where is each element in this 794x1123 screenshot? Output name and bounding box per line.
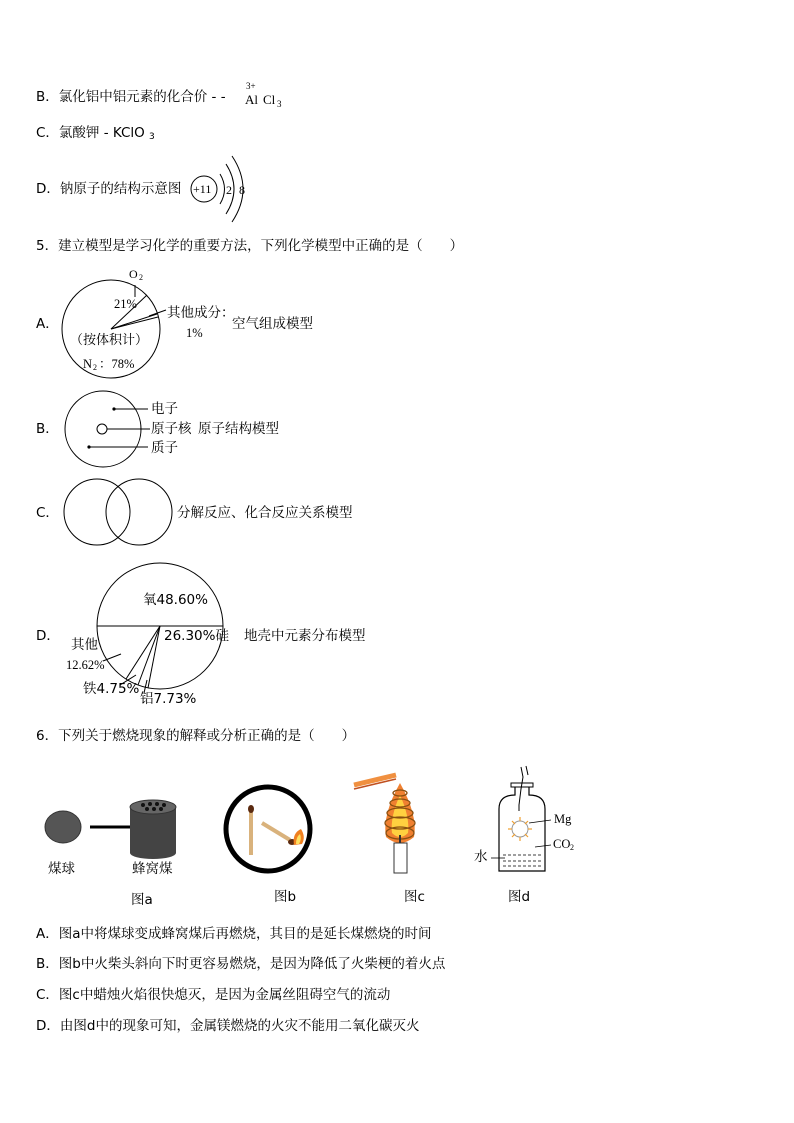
atom-structure-diagram (60, 390, 160, 470)
aluminum-symbol: Al (245, 92, 258, 107)
by-volume-note: （按体积计） (70, 333, 149, 348)
q4-option-d-text: D．钠原子的结构示意图 (36, 181, 182, 197)
aluminum-share-label: 铝7.73% (140, 691, 197, 707)
other-components-label: 其他成分： (167, 305, 235, 321)
aluminum-charge: 3+ (246, 81, 256, 91)
nitrogen-label: N (83, 357, 93, 371)
co2-subscript: 2 (570, 843, 574, 852)
nitrogen-percent: ：78% (99, 357, 135, 371)
q6-stem: 6．下列关于燃烧现象的解释或分析正确的是（ ） (36, 728, 356, 744)
q5-option-b-caption: 原子结构模型 (198, 421, 279, 437)
iron-share-label: 铁4.75% (83, 681, 140, 697)
q5-option-b-letter: B． (36, 421, 59, 437)
nitrogen-subscript: 2 (93, 363, 97, 372)
q4-option-b-text: B．氯化铝中铝元素的化合价 - - (36, 89, 226, 105)
chlorate-subscript: 3 (149, 132, 155, 142)
other-elements-percent: 12.62% (66, 658, 105, 672)
oxygen-share-label: 氧48.60% (143, 592, 208, 608)
q5-option-c-caption: 分解反应、化合反应关系模型 (177, 505, 353, 521)
q6-option-b: B．图b中火柴头斜向下时更容易燃烧，是因为降低了火柴梗的着火点 (36, 956, 446, 972)
oxygen-label: O (129, 267, 138, 281)
coal-to-honeycomb-drawing (40, 795, 200, 865)
other-elements-label: 其他 (71, 637, 98, 653)
q5-option-c-letter: C． (36, 505, 59, 521)
figure-b-label: 图b (274, 889, 297, 905)
figure-a-label: 图a (131, 892, 153, 908)
other-components-percent: 1% (186, 326, 203, 340)
q6-option-c: C．图c中蜡烛火焰很快熄灭，是因为金属丝阻碍空气的流动 (36, 987, 391, 1003)
match-drawing (220, 785, 320, 875)
magnesium-label: Mg (554, 812, 572, 826)
honeycomb-coal-label: 蜂窝煤 (132, 861, 173, 877)
candle-coil-drawing (352, 765, 452, 880)
chlorine-symbol: Cl (263, 92, 276, 107)
sodium-shell-2: 8 (239, 183, 245, 197)
nucleus-label: 原子核 (151, 421, 192, 437)
magnesium-co2-jar-drawing (485, 765, 595, 880)
figure-c-label: 图c (404, 889, 425, 905)
q5-option-a-letter: A． (36, 316, 59, 332)
electron-label: 电子 (151, 401, 178, 417)
oxygen-subscript: 2 (139, 273, 143, 282)
q6-option-d: D．由图d中的现象可知，金属镁燃烧的火灾不能用二氧化碳灭火 (36, 1018, 420, 1034)
q6-option-a: A．图a中将煤球变成蜂窝煤后再燃烧，其目的是延长煤燃烧的时间 (36, 926, 432, 942)
co2-label: CO (553, 837, 571, 851)
proton-label: 质子 (151, 440, 178, 456)
chlorine-subscript: 3 (277, 99, 282, 109)
q4-option-c-text: C．氯酸钾 - KClO (36, 125, 145, 141)
silicon-share-label: 26.30%硅 (164, 628, 229, 644)
q5-stem: 5．建立模型是学习化学的重要方法，下列化学模型中正确的是（ ） (36, 238, 464, 254)
coal-ball-label: 煤球 (48, 861, 75, 877)
sodium-nucleus-charge: +11 (193, 182, 212, 196)
water-label: 水 (474, 849, 488, 865)
q5-option-d-letter: D． (36, 628, 60, 644)
reaction-relation-diagram (62, 478, 177, 548)
q5-option-a-caption: 空气组成模型 (232, 316, 313, 332)
figure-d-label: 图d (508, 889, 531, 905)
sodium-shell-1: 2 (226, 183, 232, 197)
oxygen-percent: 21% (114, 297, 137, 311)
q5-option-d-caption: 地壳中元素分布模型 (244, 628, 366, 644)
